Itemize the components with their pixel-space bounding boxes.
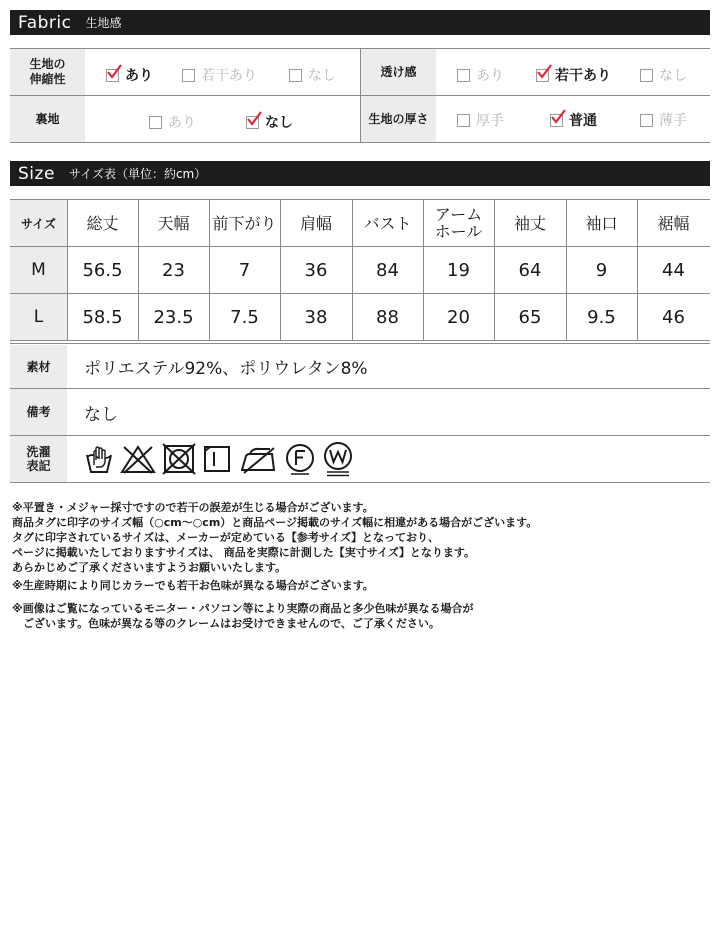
- size-value-cell: 9: [595, 259, 608, 281]
- size-header-cell: 前下がり: [212, 213, 277, 233]
- material-label: 素材: [10, 345, 67, 388]
- size-value-cell: 64: [518, 259, 542, 281]
- fabric-title: Fabric: [18, 12, 72, 33]
- stretch-option-ari: あり: [106, 65, 153, 85]
- size-header-cell: 裾幅: [657, 213, 690, 233]
- size-value-cell: 23: [162, 259, 185, 281]
- size-value-cell: 7: [238, 259, 251, 281]
- note-line: ございます。色味が異なる等のクレームはお受けできませんので、ご了承ください。: [12, 617, 440, 630]
- sheer-option-jakkan: 若干あり: [536, 65, 611, 85]
- dry-clean-f-icon: [284, 442, 316, 476]
- stretch-label: 生地の 伸縮性: [10, 49, 85, 95]
- size-value-cell: 19: [447, 259, 470, 281]
- thickness-option-normal: 普通: [550, 110, 597, 130]
- size-value-cell: 7.5: [230, 306, 259, 328]
- fabric-table: [10, 48, 710, 143]
- size-row-label: M: [10, 247, 67, 293]
- checkbox-empty-icon: [149, 116, 162, 129]
- lining-option-ari: あり: [149, 112, 196, 132]
- fabric-section-header: [10, 10, 710, 35]
- size-value-cell: 56.5: [82, 259, 123, 281]
- size-value-cell: 44: [662, 259, 685, 281]
- size-value-cell: 84: [376, 259, 399, 281]
- note-line: ページに掲載いたしておりますサイズは、 商品を実際に計測した【実寸サイズ】となります。: [12, 546, 475, 559]
- size-header-cell: 袖丈: [513, 213, 546, 233]
- checkbox-empty-icon: [182, 69, 195, 82]
- stretch-option-nashi: なし: [289, 65, 336, 85]
- size-header-cell: 総丈: [86, 213, 119, 233]
- iron-low-icon: [238, 443, 278, 475]
- checkbox-checked-icon: [536, 69, 549, 82]
- note-line: ※画像はご覧になっているモニター・パソコン等により実際の商品と多少色味が異なる場合が: [12, 602, 474, 615]
- no-tumble-dry-icon: [162, 443, 196, 475]
- thickness-label: 生地の厚さ: [361, 96, 436, 142]
- size-value-cell: 20: [447, 306, 470, 328]
- size-header-cell: アーム ホール: [434, 205, 483, 241]
- note-line: ※平置き・メジャー採寸ですので若干の誤差が生じる場合がございます。: [12, 501, 374, 514]
- no-bleach-icon: [120, 443, 156, 475]
- fabric-subtitle: 生地感: [85, 16, 122, 30]
- sheer-option-nashi: なし: [640, 65, 687, 85]
- sheer-label: 透け感: [361, 49, 436, 95]
- size-subtitle: サイズ表（単位：約cm）: [68, 167, 207, 181]
- remarks-label: 備考: [10, 389, 67, 435]
- size-value-cell: 46: [662, 306, 685, 328]
- size-row-label: L: [10, 294, 67, 340]
- hand-wash-icon: [84, 443, 114, 475]
- size-section-header: [10, 161, 710, 186]
- size-header-cell: 肩幅: [299, 213, 332, 233]
- thickness-option-thin: 薄手: [640, 110, 687, 130]
- checkbox-empty-icon: [640, 69, 653, 82]
- notes: [12, 500, 712, 631]
- size-value-cell: 65: [518, 306, 542, 328]
- size-value-cell: 88: [376, 306, 399, 328]
- size-header-cell: 袖口: [585, 213, 618, 233]
- lining-label: 裏地: [10, 96, 85, 142]
- size-corner-label: サイズ: [10, 200, 67, 246]
- lining-option-nashi: なし: [246, 112, 293, 132]
- note-line: あらかじめご了承くださいますようお願いいたします。: [12, 561, 287, 574]
- checkbox-empty-icon: [640, 114, 653, 127]
- checkbox-checked-icon: [246, 116, 259, 129]
- checkbox-empty-icon: [289, 69, 302, 82]
- checkbox-empty-icon: [457, 69, 470, 82]
- size-value-cell: 58.5: [82, 306, 123, 328]
- size-title: Size: [18, 163, 55, 184]
- wet-clean-w-icon: [322, 441, 354, 477]
- size-header-cell: バスト: [363, 213, 412, 233]
- material-value: ポリエステル92%、ポリウレタン8%: [84, 359, 368, 379]
- size-value-cell: 36: [304, 259, 328, 281]
- thickness-option-thick: 厚手: [457, 110, 504, 130]
- care-icons: [84, 441, 360, 477]
- checkbox-checked-icon: [106, 69, 119, 82]
- checkbox-checked-icon: [550, 114, 563, 127]
- note-line: タグに印字されているサイズは、メーカーが定めている【参考サイズ】となっており、: [12, 531, 440, 544]
- stretch-option-jakkan: 若干あり: [182, 65, 257, 85]
- note-line: 商品タグに印字のサイズ幅（○cm～○cm）と商品ページ掲載のサイズ幅に相違がある場合がございます。: [12, 516, 538, 529]
- size-value-cell: 9.5: [587, 306, 616, 328]
- size-value-cell: 23.5: [153, 306, 194, 328]
- checkbox-empty-icon: [457, 114, 470, 127]
- size-value-cell: 38: [304, 306, 328, 328]
- remarks-value: なし: [84, 404, 118, 425]
- note-line: ※生産時期により同じカラーでも若干お色味が異なる場合がございます。: [12, 579, 374, 592]
- size-header-cell: 天幅: [157, 213, 190, 233]
- line-dry-icon: [202, 443, 232, 475]
- sheer-option-ari: あり: [457, 65, 504, 85]
- care-label: 洗濯 表記: [10, 436, 67, 482]
